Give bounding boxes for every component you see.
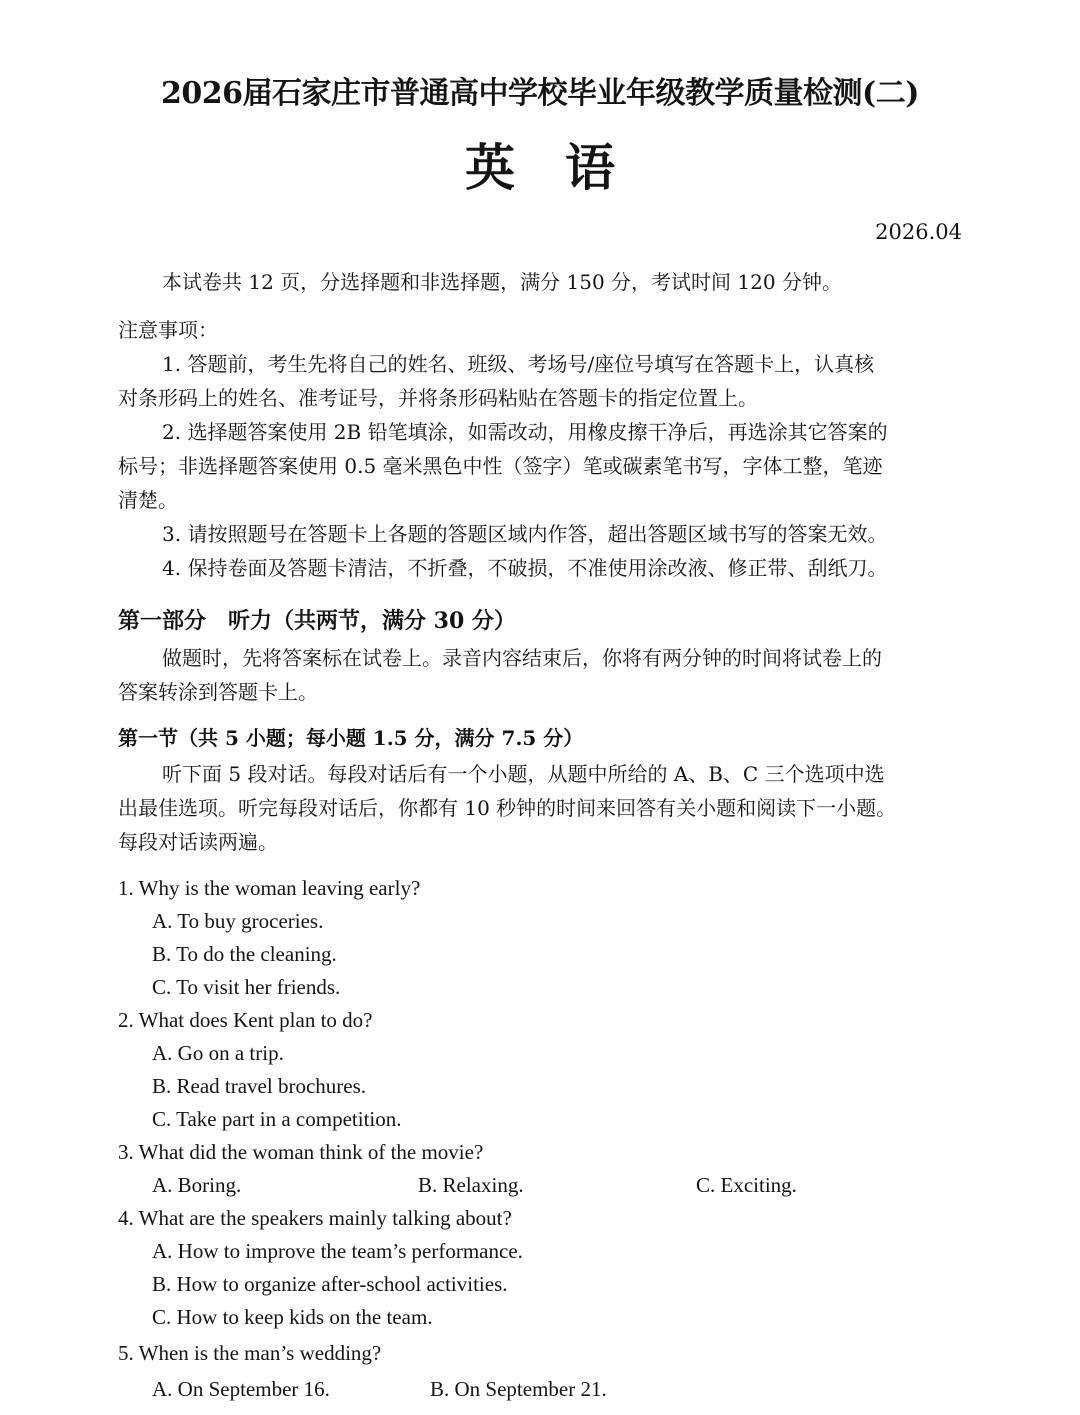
q3-option-a: A. Boring. [152,1173,242,1197]
question-3: 3. What did the woman think of the movie? [118,1140,484,1164]
q3-option-b: B. Relaxing. [418,1173,524,1197]
q5-option-b: B. On September 21. [430,1377,607,1401]
q5-option-a: A. On September 16. [152,1377,330,1401]
q1-option-a: A. To buy groceries. [152,909,324,933]
note-1-line-2: 对条形码上的姓名、准考证号，并将条形码粘贴在答题卡的指定位置上。 [118,386,758,410]
note-2-line-2: 标号；非选择题答案使用 0.5 毫米黑色中性（签字）笔或碳素笔书写，字体工整，笔迹 [118,454,883,478]
note-1-line-1: 1. 答题前，考生先将自己的姓名、班级、考场号/座位号填写在答题卡上，认真核 [162,352,875,376]
section1-desc-line-1: 听下面 5 段对话。每段对话后有一个小题，从题中所给的 A、B、C 三个选项中选 [162,762,885,786]
part1-desc-line-1: 做题时，先将答案标在试卷上。录音内容结束后，你将有两分钟的时间将试卷上的 [162,646,882,670]
section1-desc-line-2: 出最佳选项。听完每段对话后，你都有 10 秒钟的时间来回答有关小题和阅读下一小题。 [118,796,897,820]
q1-option-b: B. To do the cleaning. [152,942,337,966]
q2-option-a: A. Go on a trip. [152,1041,284,1065]
q2-option-b: B. Read travel brochures. [152,1074,367,1098]
note-3: 3. 请按照题号在答题卡上各题的答题区域内作答，超出答题区域书写的答案无效。 [162,522,888,546]
q1-option-c: C. To visit her friends. [152,975,341,999]
part1-heading: 第一部分 听力（共两节，满分 30 分） [118,608,516,634]
q4-option-c: C. How to keep kids on the team. [152,1305,433,1329]
q3-option-c: C. Exciting. [696,1173,797,1197]
q2-option-c: C. Take part in a competition. [152,1107,402,1131]
question-1: 1. Why is the woman leaving early? [118,876,421,900]
q4-option-b: B. How to organize after-school activities. [152,1272,508,1296]
q4-option-a: A. How to improve the team’s performance. [152,1239,523,1263]
question-4: 4. What are the speakers mainly talking about? [118,1206,512,1230]
part1-desc-line-2: 答案转涂到答题卡上。 [118,680,318,704]
section1-heading: 第一节（共 5 小题；每小题 1.5 分，满分 7.5 分） [118,726,584,750]
notes-heading: 注意事项： [118,318,218,342]
note-2-line-1: 2. 选择题答案使用 2B 铅笔填涂，如需改动，用橡皮擦干净后，再选涂其它答案的 [162,420,888,444]
subject-title: 英语 [465,138,665,197]
question-2: 2. What does Kent plan to do? [118,1008,373,1032]
exam-date: 2026.04 [875,220,962,244]
section1-desc-line-3: 每段对话读两遍。 [118,830,278,854]
question-5: 5. When is the man’s wedding? [118,1341,382,1365]
note-4: 4. 保持卷面及答题卡清洁，不折叠，不破损，不准使用涂改液、修正带、刮纸刀。 [162,556,888,580]
note-2-line-3: 清楚。 [118,488,178,512]
exam-title: 2026届石家庄市普通高中学校毕业年级教学质量检测(二) [161,76,919,111]
intro-text: 本试卷共 12 页，分选择题和非选择题，满分 150 分，考试时间 120 分钟。 [162,270,842,294]
